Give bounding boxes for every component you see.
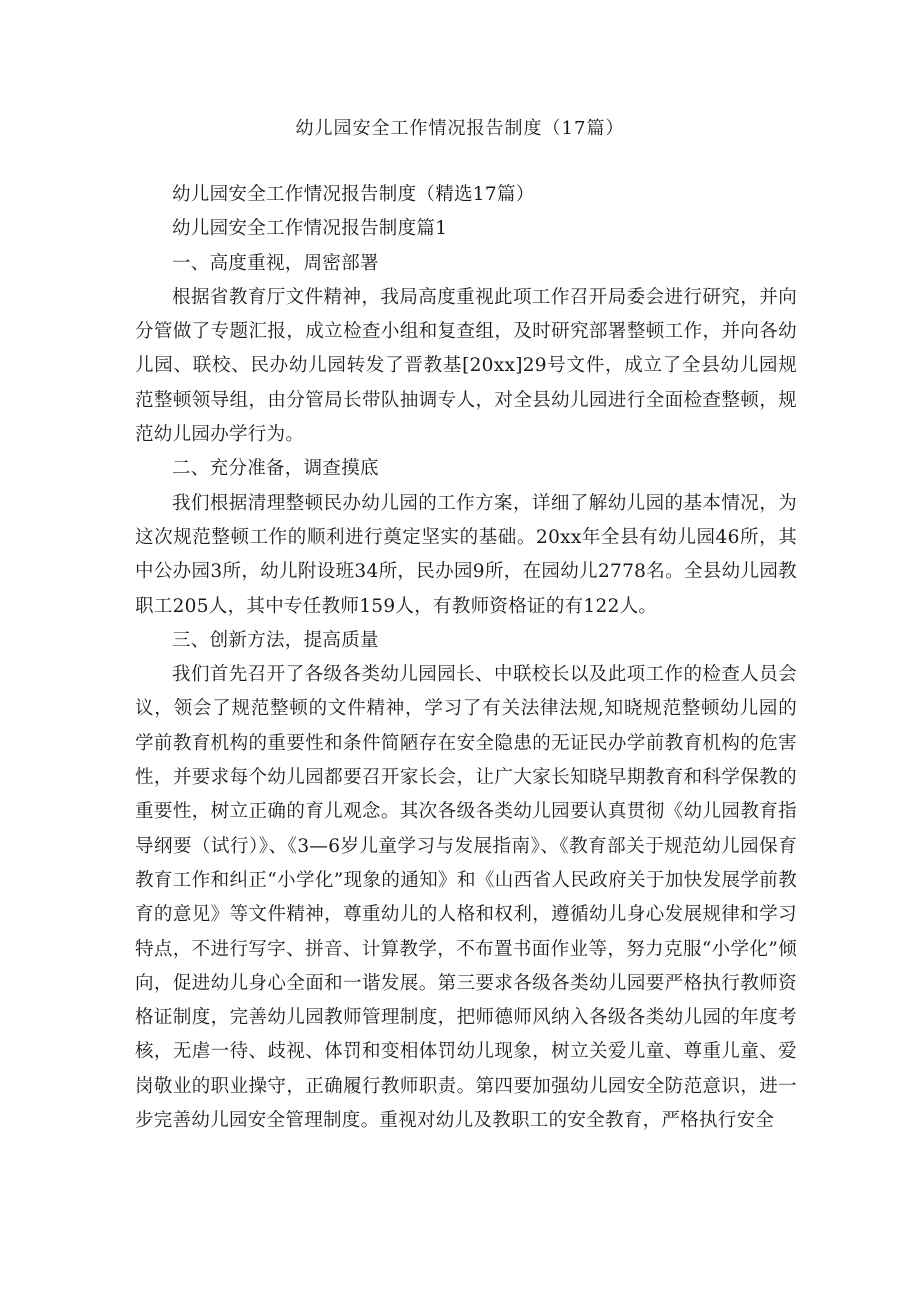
document-body xyxy=(135,178,797,1138)
body-paragraph-3: 我们首先召开了各级各类幼儿园园长、中联校长以及此项工作的检查人员会议，领会了规范整顿的文件精神，学习了有关法律法规,知晓规范整顿幼儿园的学前教育机构的重要性和条件简陋存在安全隐患的无证民办学前教育机构的危害性，并要求每个幼儿园都要召开家长会，让广大家长知晓早期教育和科学保教的重要性，树立正确的育儿观念。其次各级各类幼儿园要认真贯彻《幼儿园教育指导纲要（试行）》、《3—6岁儿童学习与发展指南》、《教育部关于规范幼儿园保育教育工作和纠正“小学化”现象的通知》和《山西省人民政府关于加快发展学前教育的意见》等文件精神，尊重幼儿的人格和权利，遵循幼儿身心发展规律和学习特点，不进行写字、拼音、计算教学，不布置书面作业等，努力克服“小学化”倾向，促进幼儿身心全面和一谐发展。第三要求各级各类幼儿园要严格执行教师资格证制度，完善幼儿园教师管理制度，把师德师风纳入各级各类幼儿园的年度考核，无虐一待、歧视、体罚和变相体罚幼儿现象，树立关爱儿童、尊重儿童、爱岗敬业的职业操守，正确履行教师职责。第四要加强幼儿园安全防范意识，进一步完善幼儿园安全管理制度。重视对幼儿及教职工的安全教育，严格执行安全 xyxy=(135,664,797,1132)
section-heading-1: 一、高度重视，周密部署 xyxy=(172,252,379,274)
body-paragraph-1: 根据省教育厅文件精神，我局高度重视此项工作召开局委会进行研究，并向分管做了专题汇报，成立检查小组和复查组，及时研究部署整顿工作，并向各幼儿园、联校、民办幼儿园转发了晋教基[20xx]29号文件，成立了全县幼儿园规范整顿领导组，由分管局长带队抽调专人，对全县幼儿园进行全面检查整顿，规范幼儿园办学行为。 xyxy=(135,286,797,446)
document-title: 幼儿园安全工作情况报告制度（17篇） xyxy=(295,118,625,139)
section-heading-3: 三、创新方法，提高质量 xyxy=(172,629,379,651)
subtitle-paragraph: 幼儿园安全工作情况报告制度（精选17篇） xyxy=(172,184,535,205)
chapter-heading: 幼儿园安全工作情况报告制度篇1 xyxy=(172,218,448,240)
body-paragraph-2: 我们根据清理整顿民办幼儿园的工作方案，详细了解幼儿园的基本情况，为这次规范整顿工作的顺利进行奠定坚实的基础。20xx年全县有幼儿园46所，其中公办园3所，幼儿附设班34所，民办园9所，在园幼儿2778名。全县幼儿园教职工205人，其中专任教师159人，有教师资格证的有122人。 xyxy=(135,492,797,617)
section-heading-2: 二、充分准备，调查摸底 xyxy=(172,458,379,480)
